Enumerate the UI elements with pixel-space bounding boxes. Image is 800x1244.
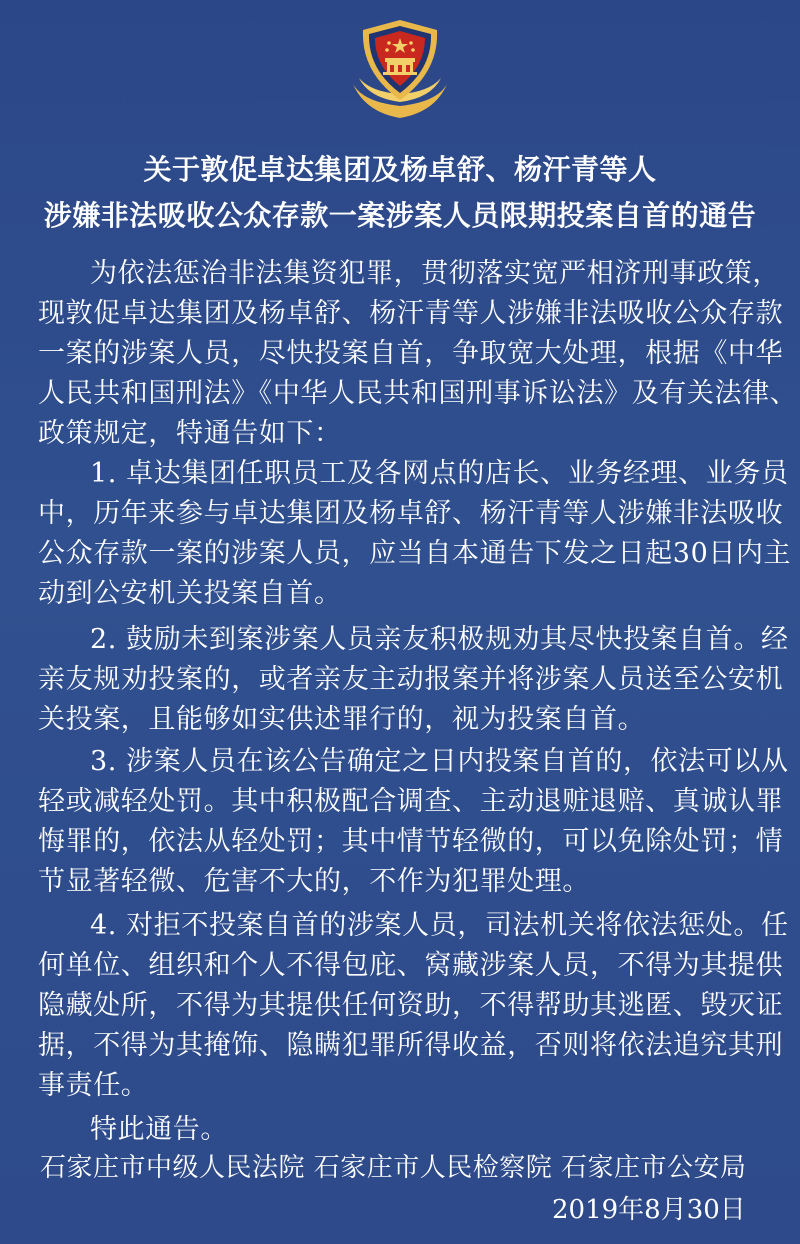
body-line: 为依法惩治非法集资犯罪，贯彻落实宽严相济刑事政策，	[90, 258, 780, 289]
body-line: 中，历年来参与卓达集团及杨卓舒、杨汗青等人涉嫌非法吸收	[38, 498, 784, 529]
notice-title-line-1: 关于敦促卓达集团及杨卓舒、杨汗青等人	[143, 153, 657, 186]
body-line: 何单位、组织和个人不得包庇、窝藏涉案人员，不得为其提供	[38, 950, 784, 981]
body-line: 2. 鼓励未到案涉案人员亲友积极规劝其尽快投案自首。经	[90, 624, 789, 655]
body-line: 4. 对拒不投案自首的涉案人员，司法机关将依法惩处。任	[90, 910, 789, 941]
body-line: 隐藏处所，不得为其提供任何资助，不得帮助其逃匿、毁灭证	[38, 990, 784, 1021]
body-line: 据，不得为其掩饰、隐瞒犯罪所得收益，否则将依法追究其刑	[38, 1030, 784, 1061]
body-line: 人民共和国刑法》《中华人民共和国刑事诉讼法》及有关法律、	[38, 378, 798, 409]
body-line: 悔罪的，依法从轻处罚；其中情节轻微的，可以免除处罚；情	[38, 826, 784, 857]
body-line: 现敦促卓达集团及杨卓舒、杨汗青等人涉嫌非法吸收公众存款	[38, 298, 784, 329]
body-line: 动到公安机关投案自首。	[38, 578, 342, 609]
body-line: 轻或减轻处罚。其中积极配合调查、主动退赃退赔、真诚认罪	[38, 786, 784, 817]
body-line: 节显著轻微、危害不大的，不作为犯罪处理。	[38, 866, 590, 897]
body-line: 事责任。	[38, 1070, 149, 1101]
issuing-authorities: 石家庄市中级人民法院 石家庄市人民检察院 石家庄市公安局	[40, 1153, 747, 1183]
body-line: 1. 卓达集团任职员工及各网点的店长、业务经理、业务员	[90, 458, 789, 489]
body-line: 政策规定，特通告如下：	[38, 418, 342, 449]
closing-line: 特此通告。	[90, 1114, 228, 1145]
body-line: 关投案，且能够如实供述罪行的，视为投案自首。	[38, 704, 646, 735]
body-line: 亲友规劝投案的，或者亲友主动报案并将涉案人员送至公安机	[38, 664, 784, 695]
issue-date: 2019年8月30日	[552, 1195, 746, 1225]
body-line: 一案的涉案人员，尽快投案自首，争取宽大处理，根据《中华	[38, 338, 784, 369]
notice-title-line-2: 涉嫌非法吸收公众存款一案涉案人员限期投案自首的通告	[43, 199, 757, 232]
police-emblem-icon	[345, 14, 455, 126]
body-line: 公众存款一案的涉案人员，应当自本通告下发之日起30日内主	[38, 538, 792, 569]
body-line: 3. 涉案人员在该公告确定之日内投案自首的，依法可以从	[90, 746, 789, 777]
